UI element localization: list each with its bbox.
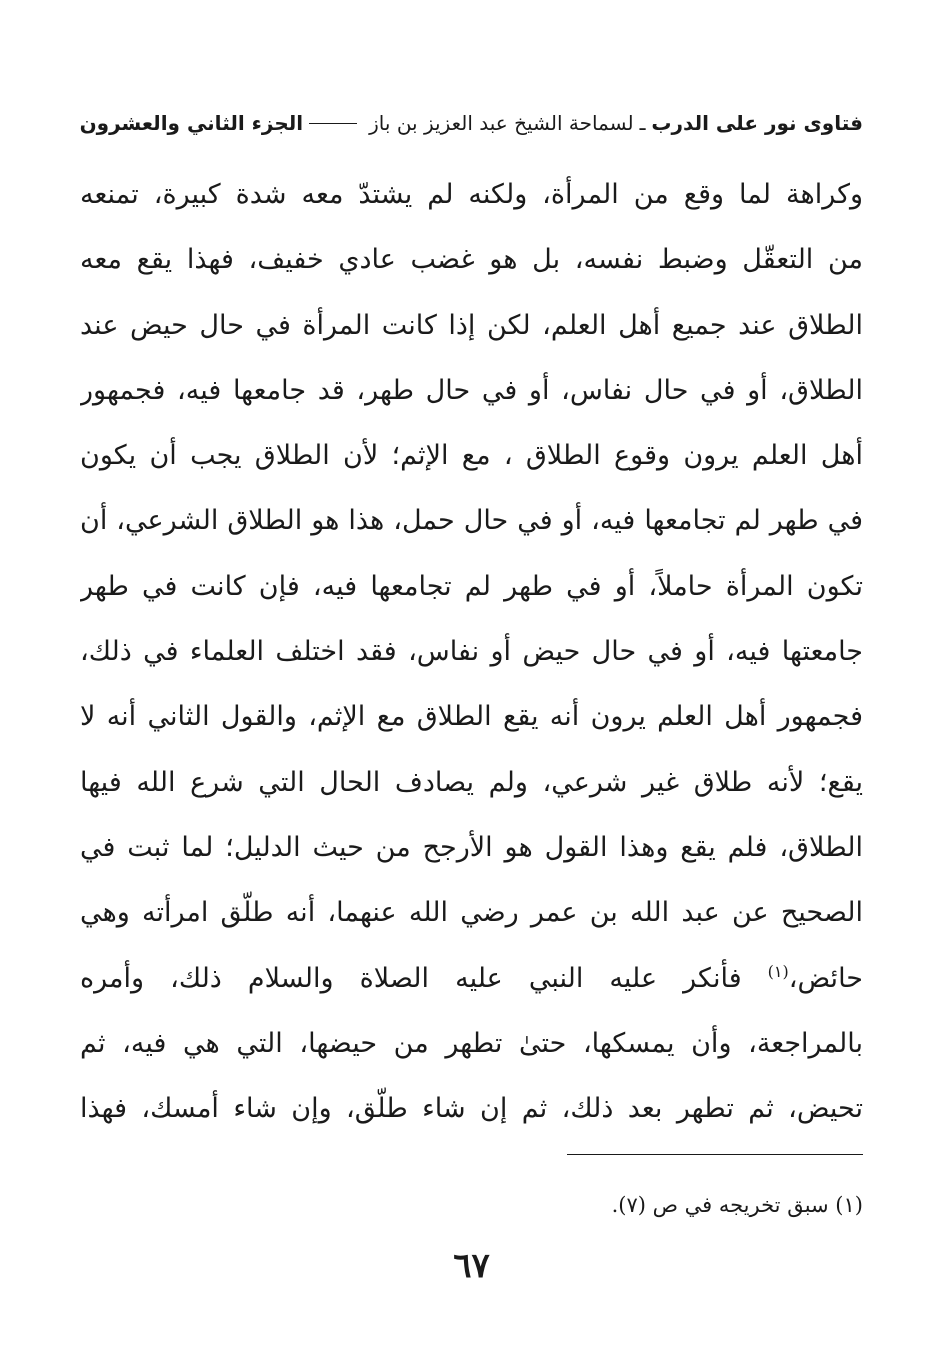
body-line: في طهر لم تجامعها فيه، أو في حال حمل، هذا هو الطلاق الشرعي، أن [80, 505, 863, 537]
header-separator: ـ [639, 111, 646, 135]
page-number: ٦٧ [453, 1246, 490, 1286]
body-line: تكون المرأة حاملاً، أو في طهر لم تجامعها فيه، فإن كانت في طهر [80, 570, 863, 602]
body-line-segment: حائض، [788, 962, 863, 994]
footnote-rule [567, 1154, 863, 1155]
body-line-with-footnote [80, 946, 863, 1011]
body-line: الطلاق، أو في حال نفاس، أو في حال طهر، قد جامعها فيه، فجمهور [80, 374, 863, 406]
body-line: الصحيح عن عبد الله بن عمر رضي الله عنهما، أنه طلّق امرأته وهي [80, 897, 863, 929]
header-book-title: فتاوى نور على الدرب [651, 111, 863, 135]
body-line: من التعقّل وضبط نفسه، بل هو غضب عادي خفيف، فهذا يقع معه [80, 244, 863, 276]
header-title-group [303, 111, 863, 135]
body-line: وكراهة لما وقع من المرأة، ولكنه لم يشتدّ معه شدة كبيرة، تمنعه [80, 179, 863, 210]
body-text [80, 162, 863, 1141]
body-line: الطلاق، فلم يقع وهذا القول هو الأرجح من حيث الدليل؛ لما ثبت في [80, 831, 863, 863]
footnote-reference[interactable]: (١) [767, 961, 789, 981]
running-header [79, 108, 863, 138]
footnote: (١) سبق تخريجه في ص (٧). [611, 1193, 863, 1217]
body-line: بالمراجعة، وأن يمسكها، حتىٰ تطهر من حيضها، التي هي فيه، ثم [80, 1027, 863, 1059]
body-line-segment: فأنكر عليه النبي عليه الصلاة والسلام ذلك، وأمره [80, 962, 768, 994]
header-part-label: الجزء الثاني والعشرون [79, 111, 304, 135]
body-line: الطلاق عند جميع أهل العلم، لكن إذا كانت المرأة في حال حيض عند [80, 309, 863, 341]
header-author: لسماحة الشيخ عبد العزيز بن باز [369, 111, 634, 135]
body-line: تحيض، ثم تطهر بعد ذلك، ثم إن شاء طلّق، وإن شاء أمسك، فهذا [80, 1093, 863, 1125]
body-line: جامعتها فيه، أو في حال حيض أو نفاس، فقد اختلف العلماء في ذلك، [80, 636, 863, 668]
header-rule [309, 123, 357, 124]
body-line: يقع؛ لأنه طلاق غير شرعي، ولم يصادف الحال التي شرع الله فيها [80, 766, 863, 798]
body-line: أهل العلم يرون وقوع الطلاق ، مع الإثم؛ لأن الطلاق يجب أن يكون [80, 440, 863, 472]
body-line: فجمهور أهل العلم يرون أنه يقع الطلاق مع الإثم، والقول الثاني أنه لا [80, 701, 863, 733]
